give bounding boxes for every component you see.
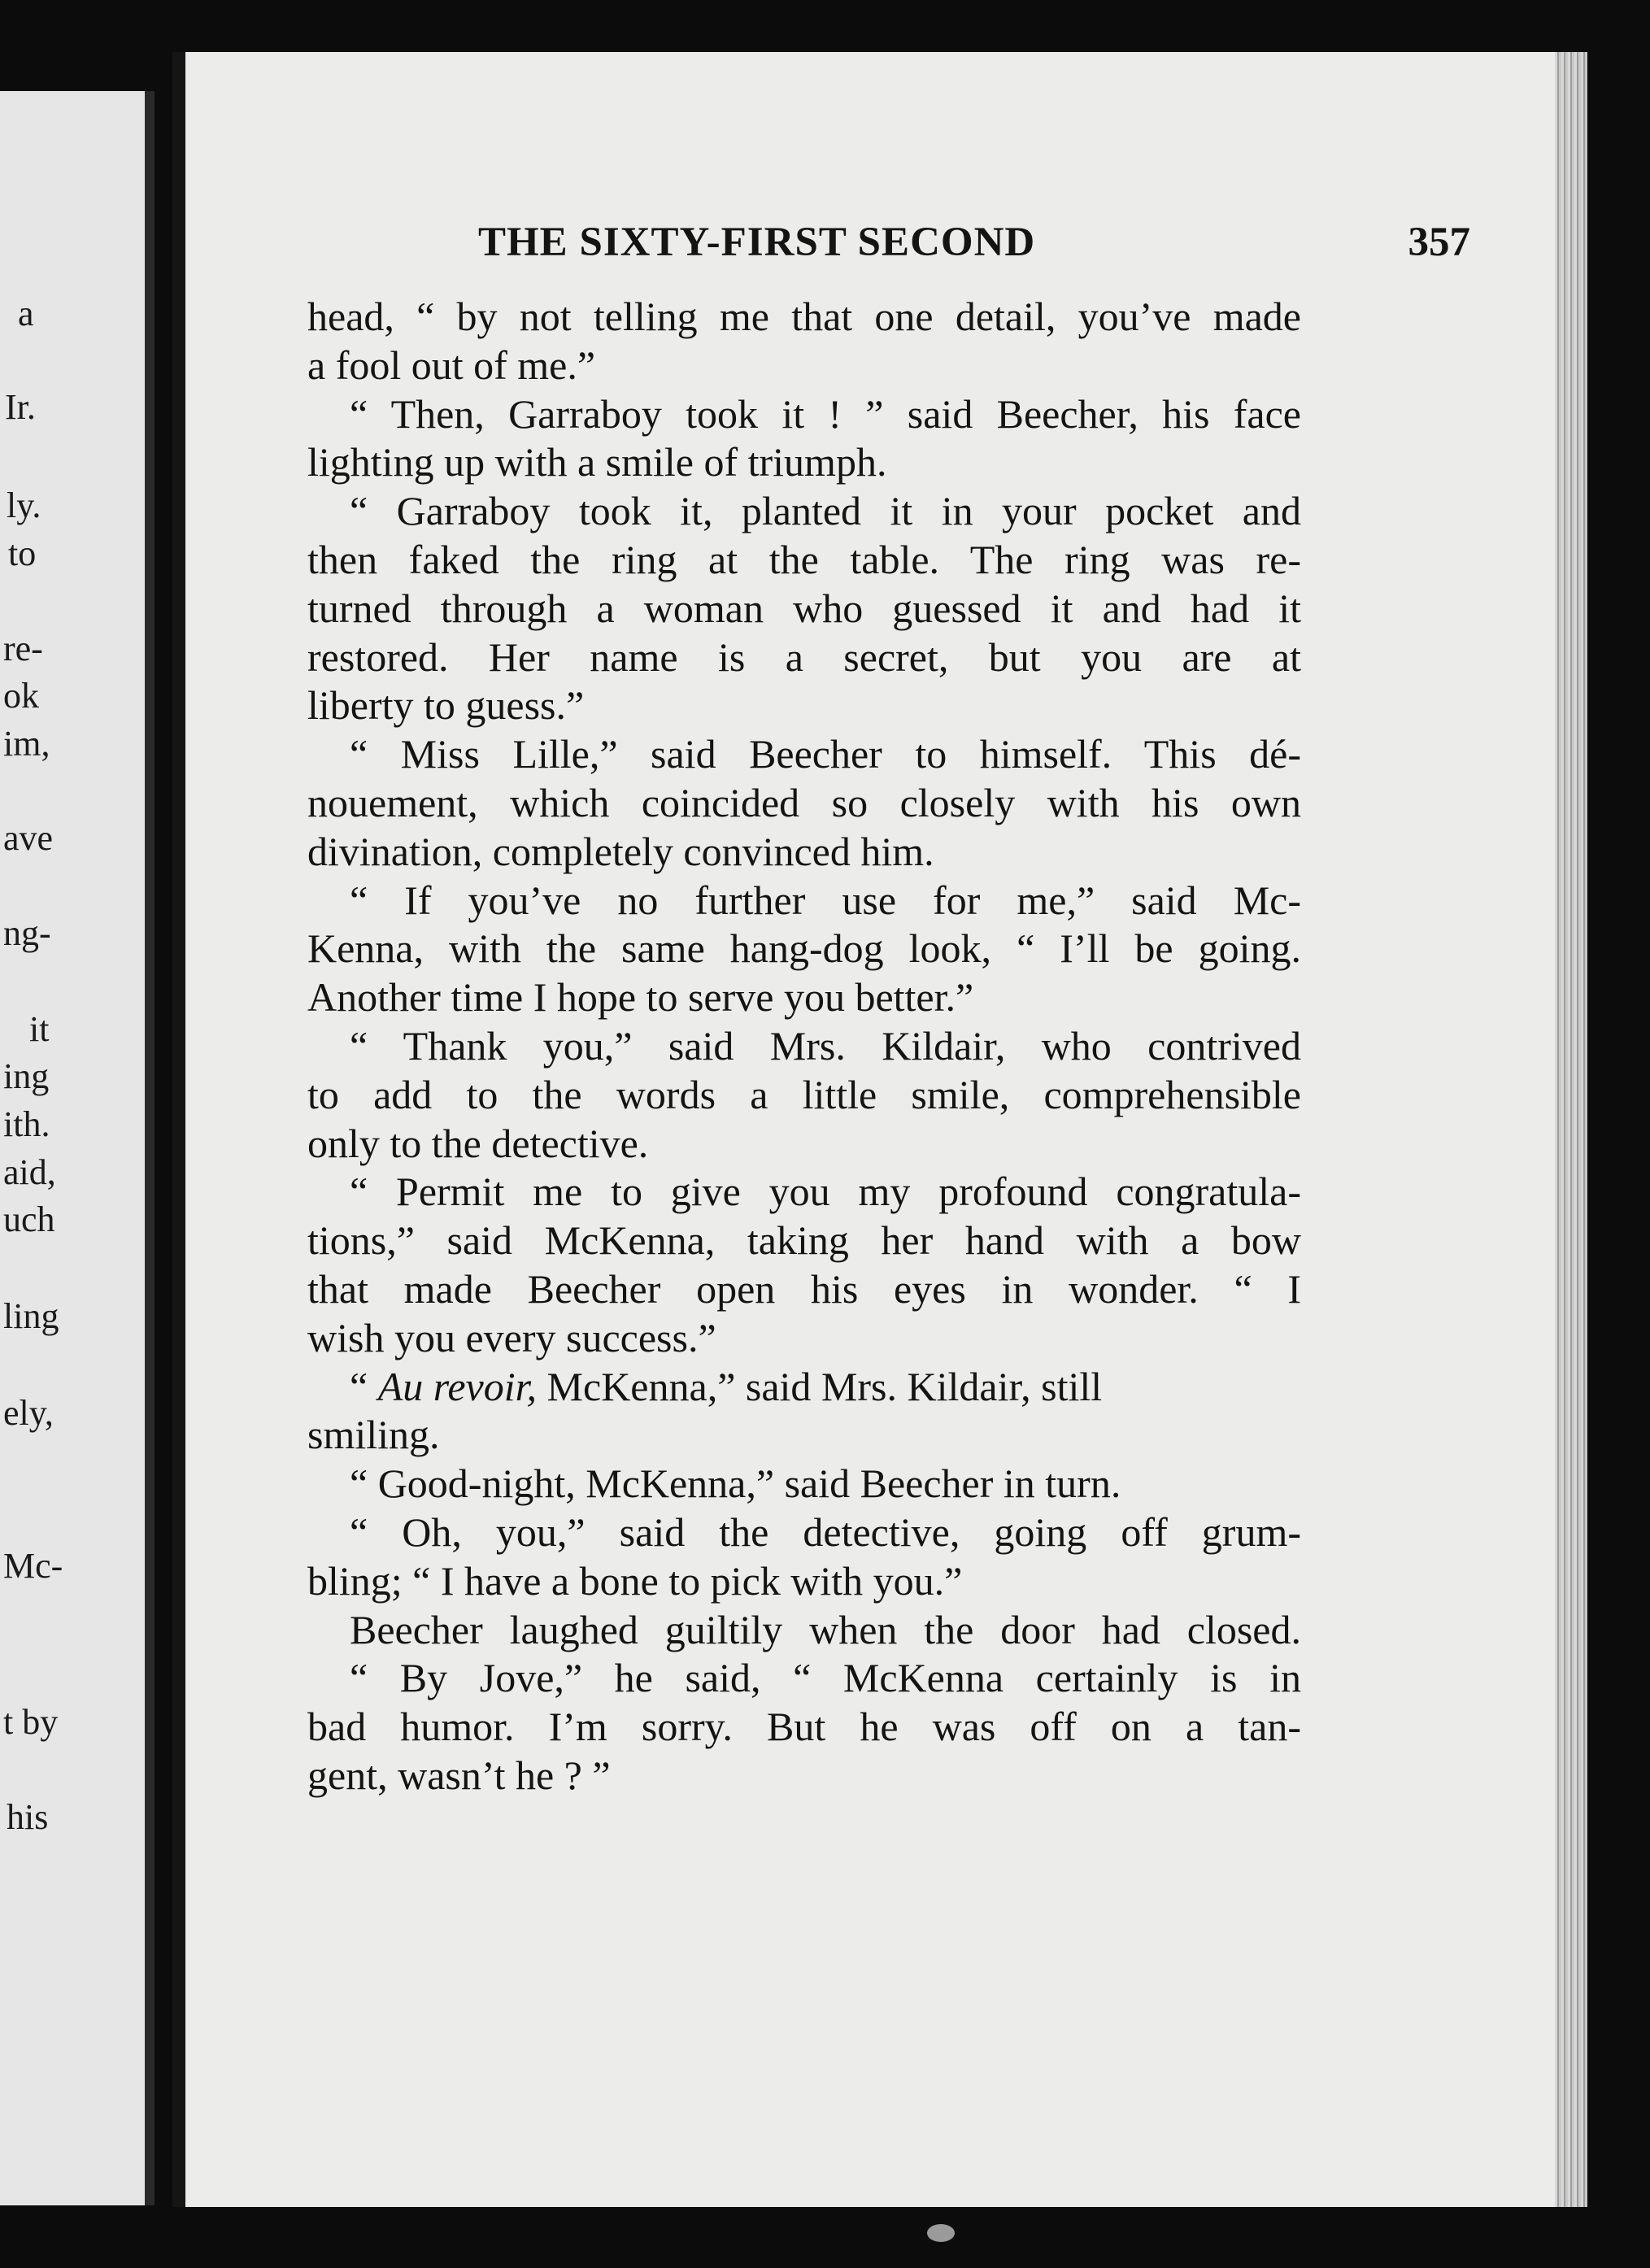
text-line: bling; “ I have a bone to pick with you.”	[307, 1557, 963, 1604]
text-line: “ Good-night, McKenna,” said Beecher in turn.	[350, 1460, 1121, 1507]
left-fragment-line: a	[18, 294, 34, 333]
left-fragment-line: ing	[3, 1056, 50, 1096]
text-line: that made Beecher open his eyes in wonder. “ I	[307, 1265, 1301, 1312]
left-fragment-line: his	[7, 1797, 49, 1837]
left-fragment-line: t by	[3, 1702, 59, 1742]
text-line: Beecher laughed guiltily when the door had closed.	[350, 1606, 1301, 1652]
text-line: “ Miss Lille,” said Beecher to himself. This dé-	[350, 731, 1301, 777]
text-line: gent, wasn’t he ? ”	[307, 1752, 611, 1798]
left-fragment-line: ely,	[3, 1393, 54, 1433]
text-line: “ Garraboy took it, planted it in your pocket and	[350, 488, 1301, 534]
text-line: lighting up with a smile of triumph.	[307, 439, 887, 485]
text-line: Another time I hope to serve you better.”	[307, 974, 974, 1021]
body-text	[307, 293, 1301, 1800]
text-line: liberty to guess.”	[307, 682, 585, 729]
text-line: “ Thank you,” said Mrs. Kildair, who contrived	[350, 1022, 1301, 1069]
text-line: head, “ by not telling me that one detail, you’ve made	[307, 294, 1301, 339]
page-edge	[1555, 52, 1587, 2207]
book-page	[172, 52, 1587, 2207]
text-line: Kenna, with the same hang-dog look, “ I’ll be going.	[307, 925, 1301, 972]
running-head: THE SIXTY-FIRST SECOND	[478, 220, 1036, 265]
left-fragment-line: ng-	[3, 913, 51, 953]
left-fragment-line: im,	[3, 724, 50, 764]
italic-phrase: Au revoir,	[377, 1363, 538, 1409]
scan-smudge	[927, 2224, 955, 2242]
text-line: nouement, which coincided so closely with his own	[307, 779, 1301, 825]
book-gutter	[145, 91, 155, 2205]
left-fragment-line: Mc-	[3, 1546, 63, 1586]
left-fragment-line: ok	[3, 676, 39, 716]
page-number: 357	[1408, 220, 1470, 265]
text-line: turned through a woman who guessed it and had it	[307, 585, 1301, 631]
left-fragment-line: ling	[3, 1296, 59, 1336]
left-page-fragment	[0, 91, 155, 2205]
text-line: “ Then, Garraboy took it ! ” said Beecher, his face	[350, 390, 1301, 437]
text-line: “ If you’ve no further use for me,” said Mc-	[350, 877, 1301, 923]
text-line: divination, completely convinced him.	[307, 828, 934, 874]
text-line: “ Permit me to give you my profound congratula-	[350, 1169, 1301, 1215]
text-line: “ Au revoir, McKenna,” said Mrs. Kildair, still	[350, 1363, 1103, 1409]
left-fragment-line: Ir.	[5, 387, 36, 427]
text-line: wish you every success.”	[307, 1314, 716, 1360]
text-line-rest: McKenna,” said Mrs. Kildair, still	[537, 1363, 1103, 1409]
text-line: then faked the ring at the table. The ring was re-	[307, 536, 1301, 582]
left-fragment-line: re-	[3, 629, 43, 668]
left-fragment-line: ave	[3, 818, 54, 858]
page-header	[478, 219, 1470, 284]
left-fragment-line: ly.	[7, 485, 41, 525]
text-line: restored. Her name is a secret, but you are at	[307, 633, 1301, 680]
left-fragment-line: ith.	[3, 1104, 50, 1144]
text-line: “ By Jove,” he said, “ McKenna certainly is in	[350, 1655, 1301, 1701]
left-fragment-line: to	[8, 533, 37, 573]
text-line: bad humor. I’m sorry. But he was off on a tan-	[307, 1704, 1301, 1750]
left-fragment-line: uch	[3, 1199, 55, 1239]
text-line: smiling.	[307, 1412, 440, 1458]
text-line: a fool out of me.”	[307, 342, 596, 388]
text-line: “ Oh, you,” said the detective, going off grum-	[350, 1508, 1301, 1555]
text-line: only to the detective.	[307, 1120, 649, 1166]
text-line: tions,” said McKenna, taking her hand with a bow	[307, 1217, 1301, 1264]
left-fragment-line: aid,	[3, 1152, 56, 1192]
text-line: to add to the words a little smile, comprehensible	[307, 1071, 1301, 1117]
left-fragment-line: it	[29, 1009, 50, 1049]
